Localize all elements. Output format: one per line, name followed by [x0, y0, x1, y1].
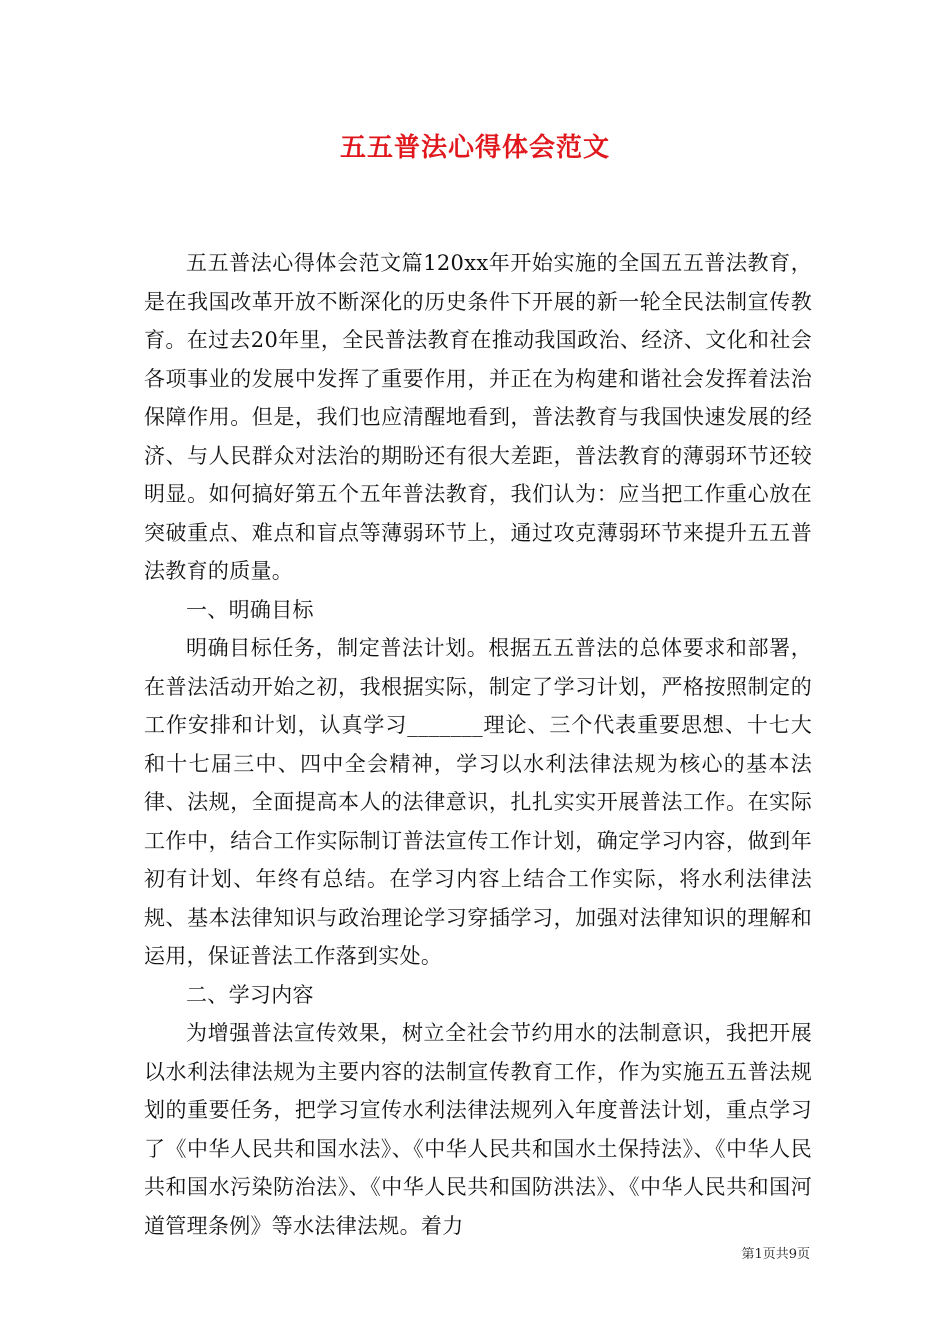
paragraph-goals: 明确目标任务，制定普法计划。根据五五普法的总体要求和部署，在普法活动开始之初，我根据实际，制定了学习计划，严格按照制定的工作安排和计划，认真学习_______理论、三个代表重要思想、十七大和十七届三中、四中全会精神，学习以水利法律法规为核心的基本法律、法规，全面提高本人的法律意识，扎扎实实开展普法工作。在实际工作中，结合工作实际制订普法宣传工作计划，确定学习内容，做到年初有计划、年终有总结。在学习内容上结合工作实际，将水利法律法规、基本法律知识与政治理论学习穿插学习，加强对法律知识的理解和运用，保证普法工作落到实处。 — [144, 636, 812, 968]
page-number: 第1页共9页 — [741, 1247, 810, 1262]
paragraph-intro: 五五普法心得体会范文篇120xx年开始实施的全国五五普法教育，是在我国改革开放不断深化的历史条件下开展的新一轮全民法制宣传教育。在过去20年里，全民普法教育在推动我国政治、经济、文化和社会各项事业的发展中发挥了重要作用，并正在为构建和谐社会发挥着法治保障作用。但是，我们也应清醒地看到，普法教育与我国快速发展的经济、与人民群众对法治的期盼还有很大差距，普法教育的薄弱环节还较明显。如何搞好第五个五年普法教育，我们认为：应当把工作重心放在突破重点、难点和盲点等薄弱环节上，通过攻克薄弱环节来提升五五普法教育的质量。 — [144, 251, 812, 583]
page-title: 五五普法心得体会范文 — [339, 133, 610, 163]
section-heading-goals: 一、明确目标 — [186, 597, 314, 622]
section-heading-content: 二、学习内容 — [186, 982, 314, 1007]
paragraph-content: 为增强普法宣传效果，树立全社会节约用水的法制意识，我把开展以水利法律法规为主要内容的法制宣传教育工作，作为实施五五普法规划的重要任务，把学习宣传水利法律法规列入年度普法计划，重点学习了《中华人民共和国水法》、《中华人民共和国水土保持法》、《中华人民共和国水污染防治法》、《中华人民共和国防洪法》、《中华人民共和国河道管理条例》等水法律法规。着力 — [144, 1021, 812, 1238]
document-body — [144, 244, 812, 1245]
